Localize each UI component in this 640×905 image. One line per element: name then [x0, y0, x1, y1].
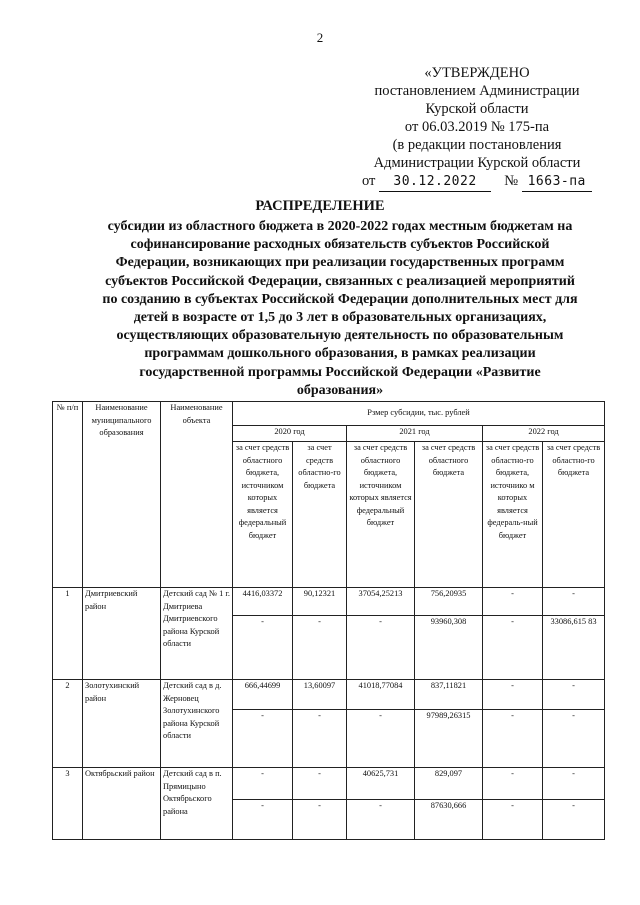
- cell-value: 756,20935: [415, 588, 483, 616]
- approval-line-2: постановлением Администрации: [374, 83, 580, 99]
- header-fed-2021: за счет средств областного бюджета, источником которых является федеральный бюджет: [347, 442, 415, 588]
- cell-value: 666,44699: [233, 680, 293, 710]
- row-num: 1: [53, 588, 83, 680]
- subsidy-distribution-table: [52, 401, 605, 840]
- header-fed-2020: за счет средств областного бюджета, источником которых является федеральный бюджет: [233, 442, 293, 588]
- row-municipality: Золотухинский район: [83, 680, 161, 768]
- approval-date: 30.12.2022: [379, 173, 491, 192]
- approval-line-4: от 06.03.2019 № 175-па: [404, 119, 550, 135]
- cell-value: -: [543, 588, 605, 616]
- cell-value: -: [483, 768, 543, 800]
- header-year-2021: 2021 год: [347, 426, 483, 442]
- header-amount: Рзмер субсидии, тыс. рублей: [233, 402, 605, 426]
- cell-value: -: [483, 710, 543, 768]
- row-object: Детский сад в п. Прямицыно Октябрьского района: [161, 768, 233, 840]
- header-year-2020: 2020 год: [233, 426, 347, 442]
- cell-value: -: [347, 710, 415, 768]
- cell-value: -: [483, 616, 543, 680]
- cell-value: 41018,77084: [347, 680, 415, 710]
- cell-value: -: [233, 800, 293, 840]
- approval-edition-line: [362, 172, 592, 192]
- cell-value: -: [347, 616, 415, 680]
- header-year-2022: 2022 год: [483, 426, 605, 442]
- header-num: № п/п: [53, 402, 83, 588]
- approval-line-5: (в редакции постановления: [392, 137, 562, 153]
- cell-value: -: [483, 588, 543, 616]
- row-municipality: Октябрьский район: [83, 768, 161, 840]
- cell-value: -: [347, 800, 415, 840]
- cell-value: -: [293, 710, 347, 768]
- cell-value: -: [293, 800, 347, 840]
- cell-value: 837,11821: [415, 680, 483, 710]
- cell-value: -: [543, 680, 605, 710]
- cell-value: -: [233, 710, 293, 768]
- cell-value: 97989,26315: [415, 710, 483, 768]
- approval-line-3: Курской области: [425, 101, 529, 117]
- header-fed-2022: за счет средств областно-го бюджета, источнико м которых является федераль-ный бюджет: [483, 442, 543, 588]
- cell-value: 13,60097: [293, 680, 347, 710]
- cell-value: -: [543, 710, 605, 768]
- header-reg-2020: за счет средств областно-го бюджета: [293, 442, 347, 588]
- cell-value: 37054,25213: [347, 588, 415, 616]
- cell-value: -: [483, 800, 543, 840]
- approval-number: 1663-па: [522, 173, 592, 192]
- header-municipality: Наименование муниципального образования: [83, 402, 161, 588]
- cell-value: -: [483, 680, 543, 710]
- approval-stamp: [362, 64, 592, 192]
- cell-value: 90,12321: [293, 588, 347, 616]
- document-subtitle: субсидии из областного бюджета в 2020-2022 годах местным бюджетам на софинансирование расходных обязательств субъектов Российской Федерации, возникающих при реализации государственных программ субъектов Российской Федерации, связанных с реализацией мероприятий по созданию в субъектах Российской Федерации дополнительных мест для детей в возрасте от 1,5 до 3 лет в образовательных организациях, осуществляющих образовательную деятельность по образовательным программам дошкольного образования, в рамках реализации государственной программы Российской Федерации «Развитие образования»: [102, 219, 578, 398]
- cell-value: 33086,615 83: [543, 616, 605, 680]
- approval-number-prefix: №: [504, 173, 519, 189]
- cell-value: -: [233, 616, 293, 680]
- row-num: 3: [53, 768, 83, 840]
- cell-value: 829,097: [415, 768, 483, 800]
- row-object: Детский сад № 1 г. Дмитриева Дмитриевского района Курской области: [161, 588, 233, 680]
- header-reg-2021: за счет средств областного бюджета: [415, 442, 483, 588]
- row-object: Детский сад в д. Жерновец Золотухинского района Курской области: [161, 680, 233, 768]
- cell-value: -: [293, 768, 347, 800]
- cell-value: 93960,308: [415, 616, 483, 680]
- header-reg-2022: за счет средств областно-го бюджета: [543, 442, 605, 588]
- document-title: РАСПРЕДЕЛЕНИЕ: [255, 198, 385, 214]
- cell-value: 87630,666: [415, 800, 483, 840]
- approval-line-6: Администрации Курской области: [373, 155, 581, 171]
- cell-value: -: [293, 616, 347, 680]
- row-municipality: Дмитриевский район: [83, 588, 161, 680]
- header-object: Наименование объекта: [161, 402, 233, 588]
- row-num: 2: [53, 680, 83, 768]
- approval-from-prefix: от: [362, 173, 376, 189]
- cell-value: 4416,03372: [233, 588, 293, 616]
- cell-value: 40625,731: [347, 768, 415, 800]
- cell-value: -: [543, 800, 605, 840]
- cell-value: -: [233, 768, 293, 800]
- page-number: 2: [316, 30, 324, 45]
- cell-value: -: [543, 768, 605, 800]
- approval-line-1: «УТВЕРЖДЕНО: [424, 65, 530, 81]
